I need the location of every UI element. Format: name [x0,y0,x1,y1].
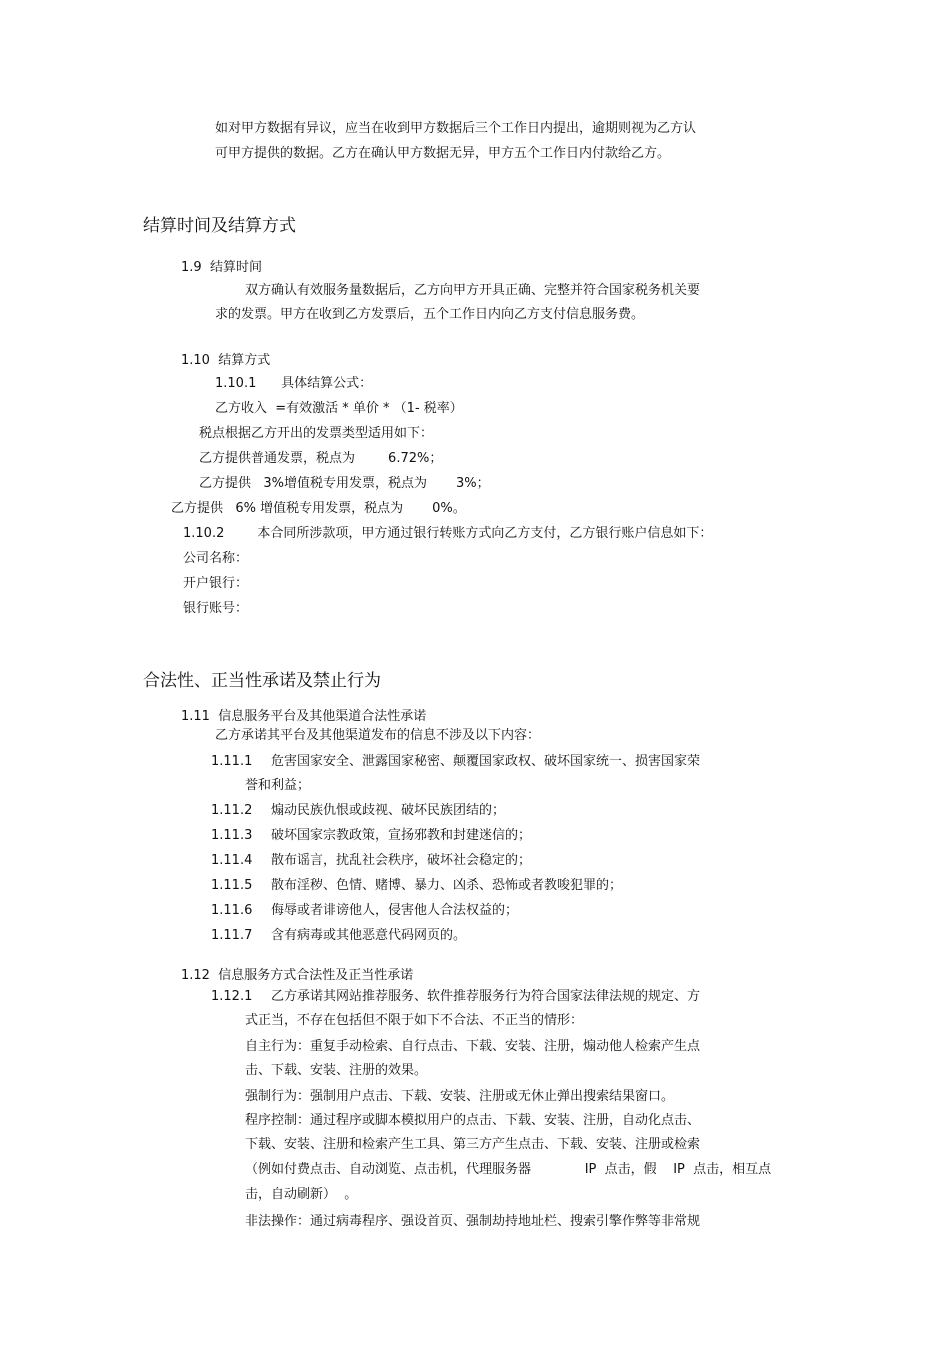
paragraph-illegal-operation-1: 非法操作：通过病毒程序、强设首页、强制劫持地址栏、搜索引擎作弊等非常规 [245,1214,701,1229]
clause-1-11-7-num: 1.11.7 [211,928,253,943]
section-heading-settlement: 结算时间及结算方式 [143,216,296,236]
clause-1-11-6-num: 1.11.6 [211,903,253,918]
clause-1-11-3-text: 破坏国家宗教政策，宣扬邪教和封建迷信的； [271,828,532,843]
company-name-label: 公司名称： [183,551,249,566]
clause-1-10-2: 1.10.2 本合同所涉款项，甲方通过银行转账方式向乙方支付，乙方银行账户信息如下： [183,526,713,541]
clause-1-9-line-2: 求的发票。甲方在收到乙方发票后，五个工作日内向乙方支付信息服务费。 [215,307,645,322]
paragraph-program-control-1: 程序控制：通过程序或脚本模拟用户的点击、下载、安装、注册，自动化点击、 [245,1113,701,1128]
clause-1-11-1-cont: 誉和利益； [245,778,311,793]
clause-1-9-line-1: 双方确认有效服务量数据后，乙方向甲方开具正确、完整并符合国家税务机关要 [245,283,701,298]
clause-1-9-title: 1.9 结算时间 [181,260,262,275]
clause-1-11-1-num: 1.11.1 [211,754,253,769]
clause-1-11-4-num: 1.11.4 [211,853,253,868]
clause-1-11-5-num: 1.11.5 [211,878,253,893]
paragraph-self-behavior-2: 击、下载、安装、注册的效果。 [245,1063,428,1078]
tax-rule-2: 乙方提供 3%增值税专用发票，税点为 3%； [199,476,490,491]
clause-1-10-title: 1.10 结算方式 [181,353,271,368]
intro-line-2: 可甲方提供的数据。乙方在确认甲方数据无异，甲方五个工作日内付款给乙方。 [215,146,671,161]
account-label: 银行账号： [183,601,249,616]
clause-1-11-2-text: 煽动民族仇恨或歧视、破坏民族团结的； [271,803,506,818]
paragraph-program-control-3: （例如付费点击、自动浏览、点击机，代理服务器 IP 点击，假 IP 点击，相互点 [245,1162,772,1177]
intro-line-1: 如对甲方数据有异议，应当在收到甲方数据后三个工作日内提出，逾期则视为乙方认 [215,121,697,136]
paragraph-program-control-4: 击，自动刷新） 。 [245,1187,358,1202]
clause-1-11-2-num: 1.11.2 [211,803,253,818]
clause-1-11-6-text: 侮辱或者诽谤他人，侵害他人合法权益的； [271,903,519,918]
tax-rule-3: 乙方提供 6% 增值税专用发票，税点为 0%。 [171,501,466,516]
clause-1-11-1-text: 危害国家安全、泄露国家秘密、颠覆国家政权、破坏国家统一、损害国家荣 [271,754,701,769]
clause-1-12-1-num: 1.12.1 [211,989,253,1004]
clause-1-11-3-num: 1.11.3 [211,828,253,843]
tax-intro: 税点根据乙方开出的发票类型适用如下： [199,426,434,441]
paragraph-forced-behavior: 强制行为：强制用户点击、下载、安装、注册或无休止弹出搜索结果窗口。 [245,1089,675,1104]
clause-1-12-title: 1.12 信息服务方式合法性及正当性承诺 [181,968,414,983]
clause-1-11-4-text: 散布谣言，扰乱社会秩序，破坏社会稳定的； [271,853,532,868]
paragraph-self-behavior-1: 自主行为：重复手动检索、自行点击、下载、安装、注册，煽动他人检索产生点 [245,1039,701,1054]
clause-1-10-1: 1.10.1 具体结算公式： [215,376,373,391]
clause-1-11-5-text: 散布淫秽、色情、赌博、暴力、凶杀、恐怖或者教唆犯罪的； [271,878,623,893]
clause-1-12-1-line-2: 式正当，不存在包括但不限于如下不合法、不正当的情形： [245,1013,584,1028]
tax-rule-1: 乙方提供普通发票，税点为 6.72%； [199,451,443,466]
settlement-formula: 乙方收入 =有效激活 * 单价 * （1- 税率） [215,401,463,416]
bank-label: 开户银行： [183,576,249,591]
clause-1-11-7-text: 含有病毒或其他恶意代码网页的。 [271,928,467,943]
clause-1-11-title: 1.11 信息服务平台及其他渠道合法性承诺 [181,709,427,724]
paragraph-program-control-2: 下载、安装、注册和检索产生工具、第三方产生点击、下载、安装、注册或检索 [245,1137,701,1152]
clause-1-12-1-line-1: 乙方承诺其网站推荐服务、软件推荐服务行为符合国家法律法规的规定、方 [271,989,701,1004]
clause-1-11-intro: 乙方承诺其平台及其他渠道发布的信息不涉及以下内容： [215,728,541,743]
section-heading-legality: 合法性、正当性承诺及禁止行为 [143,671,381,691]
